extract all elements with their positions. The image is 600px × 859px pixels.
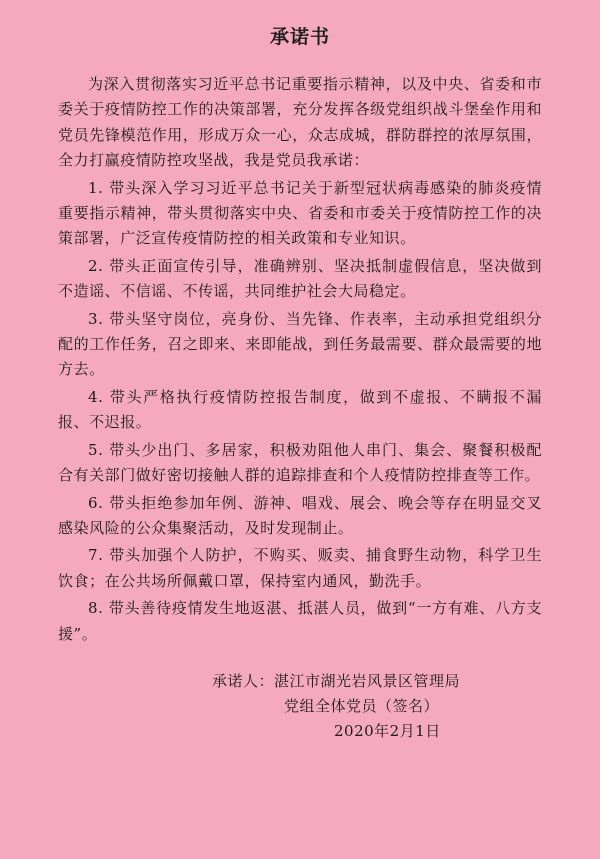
commitment-item-5: 5. 带头少出门、多居家，积极劝阻他人串门、集会、聚餐积极配合有关部门做好密切接触人群的追踪排查和个人疫情防控排查等工作。	[58, 440, 542, 485]
commitment-item-6: 6. 带头拒绝参加年例、游神、唱戏、展会、晚会等存在明显交叉感染风险的公众集聚活动，及时发现制止。	[58, 493, 542, 537]
commitment-item-7: 7. 带头加强个人防护，不购买、贩卖、捕食野生动物，科学卫生饮食；在公共场所佩戴口罩，保持室内通风，勤洗手。	[58, 546, 542, 590]
commitment-item-4: 4. 带头严格执行疫情防控报告制度，做到不虚报、不瞒报不漏报、不迟报。	[58, 387, 542, 432]
commitment-item-3: 3. 带头坚守岗位，亮身份、当先锋、作表率，主动承担党组织分配的工作任务，召之即来、来即能战，到任务最需要、群众最需要的地方去。	[58, 309, 542, 379]
commitment-item-2: 2. 带头正面宣传引导，准确辨别、坚决抵制虚假信息，坚决做到不造谣、不信谣、不传谣，共同维护社会大局稳定。	[58, 256, 542, 301]
intro-paragraph: 为深入贯彻落实习近平总书记重要指示精神，以及中央、省委和市委关于疫情防控工作的决策部署，充分发挥各级党组织战斗堡垒作用和党员先锋模范作用，形成万众一心，众志成城，群防群控的浓厚氛围，全力打赢疫情防控攻坚战，我是党员我承诺：	[58, 75, 542, 170]
signer-group-line: 党组全体党员（签名）	[284, 696, 440, 715]
commitment-item-8: 8. 带头善待疫情发生地返湛、抵湛人员，做到“一方有难、八方支援”。	[58, 599, 542, 643]
signer-line: 承诺人：湛江市湖光岩风景区管理局	[212, 671, 461, 690]
document-title: 承诺书	[269, 26, 330, 48]
commitment-item-1: 1. 带头深入学习习近平总书记关于新型冠状病毒感染的肺炎疫情重要指示精神，带头贯彻落实中央、省委和市委关于疫情防控工作的决策部署，广泛宣传疫情防控的相关政策和专业知识。	[58, 178, 542, 248]
signature-date: 2020年2月1日	[334, 721, 441, 740]
signature-block	[58, 669, 542, 744]
